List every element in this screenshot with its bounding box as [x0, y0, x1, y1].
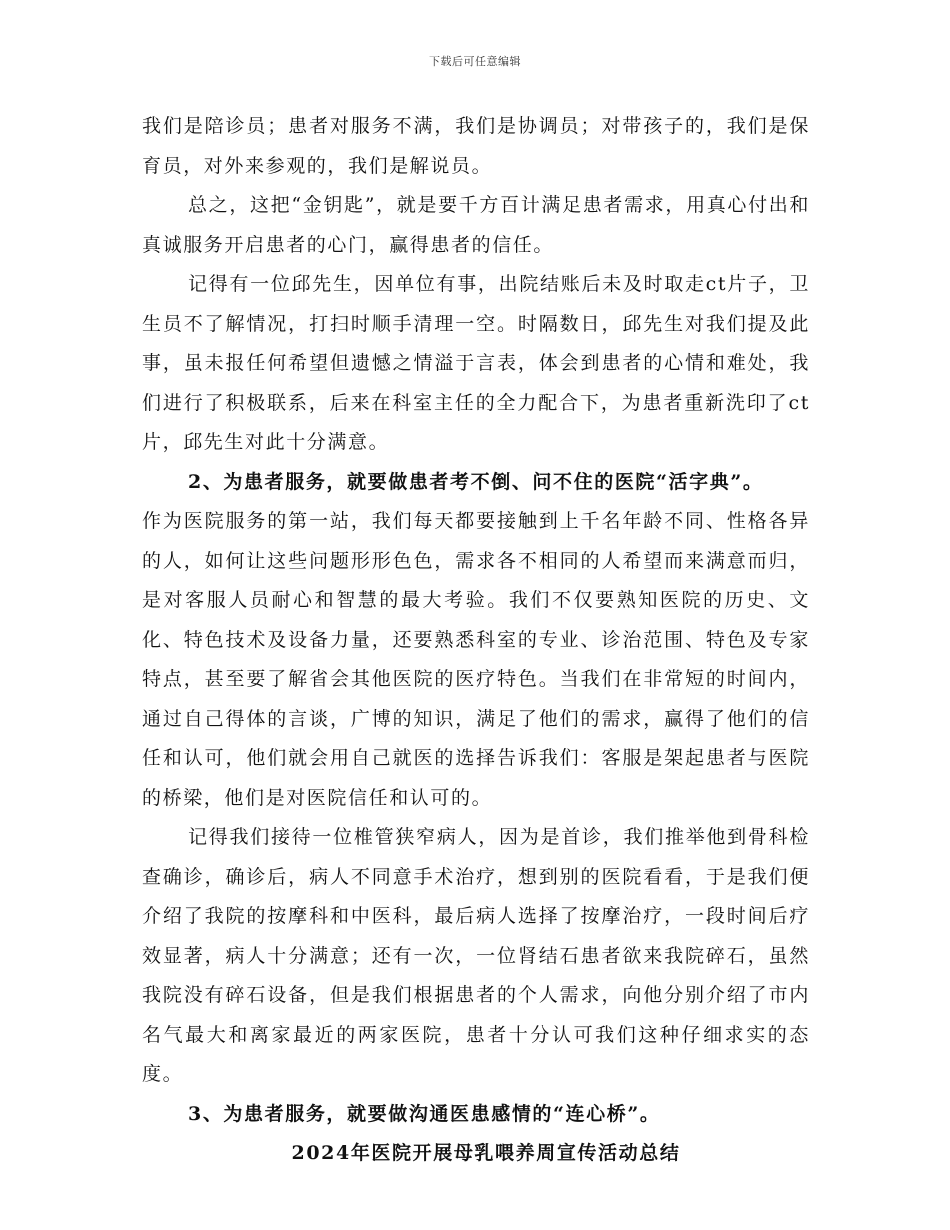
section-heading-3: 3、为患者服务，就要做沟通医患感情的“连心桥”。 [188, 1102, 661, 1125]
page-header: 下载后可任意编辑 [429, 55, 521, 68]
paragraph-3: 记得有一位邱先生，因单位有事，出院结账后未及时取走ct片子，卫生员不了解情况，打扫时顺手清理一空。时隔数日，邱先生对我们提及此事，虽未报任何希望但遗憾之情溢于言表，体会到患者的心情和难处，我们进行了积极联系，后来在科室主任的全力配合下，为患者重新洗印了ct片，邱先生对此十分满意。 [142, 273, 810, 453]
section-heading-2: 2、为患者服务，就要做患者考不倒、问不住的医院“活字典”。 [188, 470, 764, 493]
paragraph-1: 我们是陪诊员；患者对服务不满，我们是协调员；对带孩子的，我们是保育员，对外来参观的，我们是解说员。 [142, 115, 810, 177]
paragraph-4: 作为医院服务的第一站，我们每天都要接触到上千名年龄不同、性格各异的人，如何让这些问题形形色色，需求各不相同的人希望而来满意而归，是对客服人员耐心和智慧的最大考验。我们不仅要熟知医院的历史、文化、特色技术及设备力量，还要熟悉科室的专业、诊治范围、特色及专家特点，甚至要了解省会其他医院的医疗特色。当我们在非常短的时间内，通过自己得体的言谈，广博的知识，满足了他们的需求，赢得了他们的信任和认可，他们就会用自己就医的选择告诉我们：客服是架起患者与医院的桥梁，他们是对医院信任和认可的。 [142, 510, 810, 809]
paragraph-5: 记得我们接待一位椎管狭窄病人，因为是首诊，我们推举他到骨科检查确诊，确诊后，病人不同意手术治疗，想到别的医院看看，于是我们便介绍了我院的按摩科和中医科，最后病人选择了按摩治疗，一段时间后疗效显著，病人十分满意；还有一次，一位肾结石患者欲来我院碎石，虽然我院没有碎石设备，但是我们根据患者的个人需求，向他分别介绍了市内名气最大和离家最近的两家医院，患者十分认可我们这种仔细求实的态度。 [142, 826, 810, 1085]
document-title: 2024年医院开展母乳喂养周宣传活动总结 [291, 1142, 681, 1164]
paragraph-2: 总之，这把“金钥匙”，就是要千方百计满足患者需求，用真心付出和真诚服务开启患者的心门，赢得患者的信任。 [142, 194, 810, 256]
document-body [142, 107, 810, 1174]
